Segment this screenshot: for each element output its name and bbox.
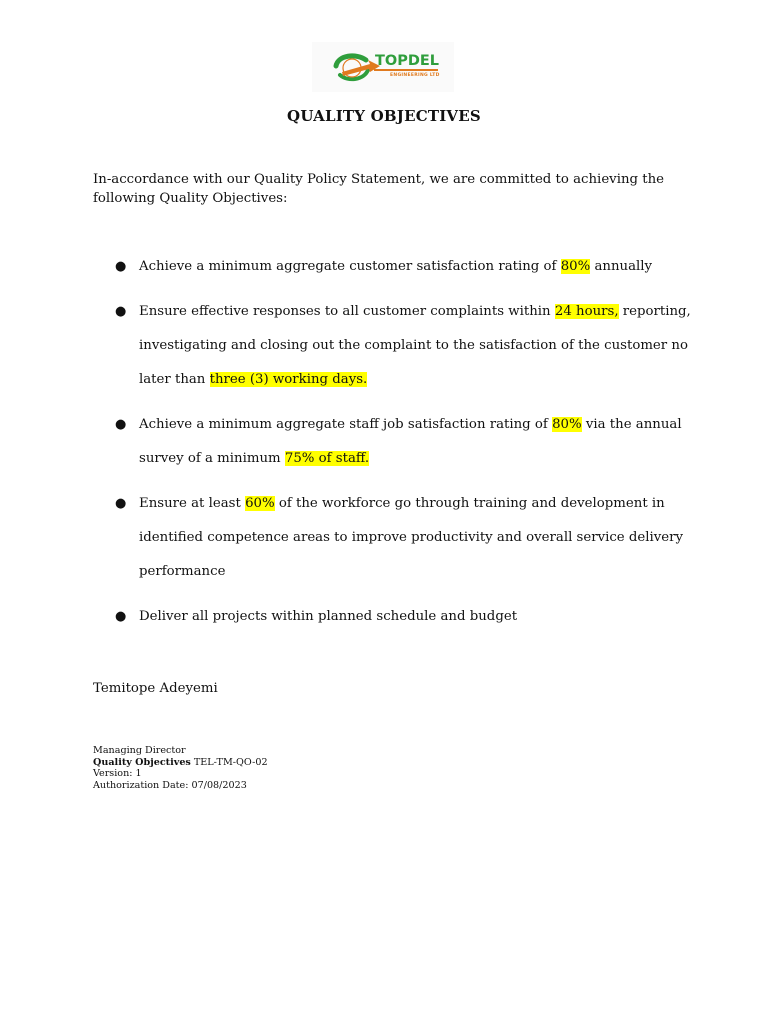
objective-item: [93, 408, 693, 476]
objective-item: [93, 250, 693, 284]
highlighted-text: 75% of staff.: [284, 451, 370, 466]
objective-item: [93, 487, 693, 589]
bullet-icon: ●: [115, 609, 127, 624]
objectives-list: [93, 250, 693, 645]
bullet-icon: ●: [115, 417, 127, 432]
objective-item: [93, 295, 693, 397]
footer-doc-label: Quality Objectives: [93, 756, 191, 768]
objective-text: Ensure at least: [139, 496, 246, 511]
footer-role: Managing Director: [93, 745, 186, 756]
highlighted-text: 80%: [552, 417, 582, 432]
document-title: QUALITY OBJECTIVES: [287, 107, 481, 125]
company-logo: [312, 42, 454, 92]
intro-paragraph: In-accordance with our Quality Policy Statement, we are committed to achieving the following Quality Objectives:: [93, 172, 665, 206]
bullet-icon: ●: [115, 496, 127, 511]
footer-authorization-date: Authorization Date: 07/08/2023: [93, 779, 247, 791]
footer-doc-code: TEL-TM-QO-02: [190, 756, 268, 768]
document-footer: [93, 745, 268, 791]
objective-text: Ensure effective responses to all customer complaints within: [139, 304, 555, 319]
highlighted-text: 24 hours,: [554, 304, 619, 319]
objective-item: [93, 600, 693, 634]
objective-text: Deliver all projects within planned schedule and budget: [139, 609, 518, 624]
objective-text: of the workforce go through training and development in identified competence areas to improve productivity and overall service delivery performance: [139, 496, 684, 579]
objective-text: via the annual survey of a minimum: [139, 417, 682, 466]
bullet-icon: ●: [115, 259, 127, 274]
objective-text: reporting, investigating and closing out the complaint to the satisfaction of the customer no later than: [139, 304, 691, 387]
footer-version: Version: 1: [93, 768, 142, 779]
logo-company-subtitle: ENGINEERING LTD: [390, 73, 440, 78]
highlighted-text: 60%: [245, 496, 275, 511]
bullet-icon: ●: [115, 304, 127, 319]
footer-doc-line: [93, 757, 268, 769]
signatory-name: Temitope Adeyemi: [93, 681, 218, 696]
highlighted-text: three (3) working days.: [209, 372, 368, 387]
objective-text: Achieve a minimum aggregate staff job satisfaction rating of: [139, 417, 553, 432]
objective-text: Achieve a minimum aggregate customer satisfaction rating of: [139, 259, 561, 274]
logo-company-name: TOPDEL: [375, 53, 440, 69]
highlighted-text: 80%: [560, 259, 591, 274]
objective-text: annually: [590, 259, 653, 274]
